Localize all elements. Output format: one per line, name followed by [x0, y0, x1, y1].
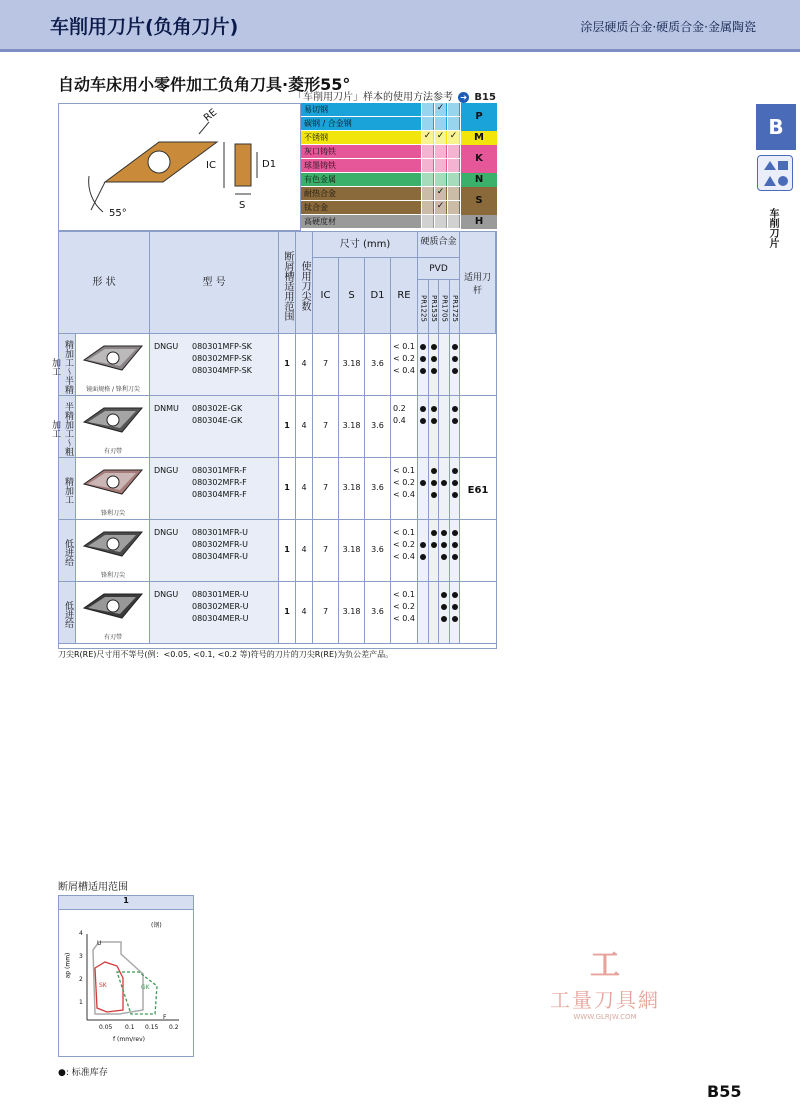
col-header-shape: 形 状 — [59, 232, 150, 334]
footnote: 刀尖R(RE)尺寸用不等号(例：<0.05, <0.1, <0.2 等)符号的刀片的刀尖R(RE)为负公差产品。 — [58, 650, 394, 659]
col-header-grade: PR1705 — [439, 280, 450, 334]
d1-value: 3.6 — [365, 396, 391, 457]
grade-column — [418, 582, 429, 643]
material-mark — [447, 159, 459, 172]
chip-chart — [58, 895, 194, 1057]
material-mark — [434, 159, 446, 172]
material-code: N — [461, 173, 497, 187]
material-name: 耐热合金 — [304, 189, 336, 198]
material-mark — [447, 103, 459, 116]
chipbreaker-value: 1 — [279, 396, 296, 457]
row-category: 精加工 — [59, 458, 76, 519]
d1-label: D1 — [262, 159, 277, 170]
model-cell — [150, 396, 279, 457]
col-header-ic: IC — [313, 258, 339, 334]
s-label: S — [239, 200, 246, 211]
material-row — [301, 131, 460, 145]
material-row — [301, 159, 460, 173]
re-values — [391, 396, 418, 457]
chip-chart-col: 1 — [59, 896, 193, 910]
model-number[interactable]: 080304MER-U — [192, 614, 249, 623]
grade-column — [418, 458, 429, 519]
stock-dot — [431, 480, 437, 486]
grade-column — [429, 520, 440, 581]
material-name: 不锈钢 — [304, 133, 328, 142]
re-value: < 0.2 — [393, 354, 415, 363]
material-mark: ✓ — [434, 103, 446, 116]
stock-dot — [431, 468, 437, 474]
material-mark: ✓ — [447, 131, 459, 144]
material-mark — [434, 145, 446, 158]
grade-column — [429, 458, 440, 519]
model-number[interactable]: 080304MFP-SK — [192, 366, 252, 375]
grade-column — [450, 520, 461, 581]
col-header-pvd: PVD — [418, 258, 460, 280]
material-name: 灰口铸铁 — [304, 147, 336, 156]
col-header-grade: PR1535 — [429, 280, 440, 334]
stock-dot — [420, 542, 426, 548]
legend: ●: 标准库存 — [58, 1068, 108, 1078]
material-row — [301, 215, 460, 229]
model-prefix: DNGU — [154, 466, 179, 475]
material-mark — [447, 187, 459, 200]
angle-label: 55° — [109, 208, 127, 219]
stock-dot — [452, 530, 458, 536]
material-mark — [421, 173, 433, 186]
stock-dot — [431, 542, 437, 548]
chipbreaker-value: 1 — [279, 520, 296, 581]
holder-value: E61 — [467, 485, 489, 496]
material-name: 球墨铸铁 — [304, 161, 336, 170]
material-mark — [447, 145, 459, 158]
grade-column — [439, 520, 450, 581]
stock-dot — [441, 616, 447, 622]
chipbreaker-value: 1 — [279, 458, 296, 519]
material-name: 高硬度材 — [304, 217, 336, 226]
grade-column — [429, 334, 440, 395]
stock-dot — [420, 418, 426, 424]
material-row — [301, 173, 460, 187]
s-value: 3.18 — [339, 520, 365, 581]
model-prefix: DNGU — [154, 590, 179, 599]
arrow-right-icon: ➔ — [458, 92, 469, 103]
grade-column — [439, 458, 450, 519]
re-value: < 0.2 — [393, 540, 415, 549]
chipbreaker-value: 1 — [279, 334, 296, 395]
stock-dot — [441, 542, 447, 548]
chip-ytick-1: 1 — [79, 999, 83, 1006]
stock-dot — [420, 554, 426, 560]
model-prefix: DNGU — [154, 342, 179, 351]
material-row — [301, 201, 460, 215]
corners-value: 4 — [296, 458, 313, 519]
stock-dot — [452, 542, 458, 548]
material-mark — [434, 215, 446, 228]
chip-ytick-2: 2 — [79, 976, 83, 983]
stock-dot — [420, 406, 426, 412]
material-mark — [434, 117, 446, 130]
material-code: P — [461, 103, 497, 131]
stock-dot — [452, 368, 458, 374]
ic-label: IC — [206, 160, 216, 171]
stock-dot — [441, 554, 447, 560]
model-cell — [150, 458, 279, 519]
model-number[interactable]: 080302MFR-U — [192, 540, 249, 549]
material-row — [301, 117, 460, 131]
model-number[interactable]: 080302E-GK — [192, 404, 243, 413]
stock-dot — [452, 344, 458, 350]
col-header-grade-group: 硬质合金 — [418, 232, 460, 258]
model-prefix: DNGU — [154, 528, 179, 537]
stock-dot — [452, 604, 458, 610]
stock-dot — [431, 418, 437, 424]
page-number: B55 — [707, 1082, 742, 1101]
watermark-brand: 工量刀具網 — [550, 988, 660, 1012]
material-mark — [434, 173, 446, 186]
insert-caption: 有刃带 — [103, 448, 122, 455]
shape-diagram — [58, 103, 301, 231]
watermark-url: WWW.GLRJW.COM — [573, 1013, 637, 1021]
stock-dot — [452, 554, 458, 560]
material-code: S — [461, 187, 497, 215]
corners-value: 4 — [296, 334, 313, 395]
material-mark — [421, 103, 433, 116]
stock-dot — [431, 368, 437, 374]
stock-dot — [452, 418, 458, 424]
table-row[interactable] — [50, 396, 496, 458]
insert-icon[interactable] — [757, 155, 793, 191]
chip-chart-title: 断屑槽适用范围 — [58, 882, 128, 893]
ic-value: 7 — [313, 396, 339, 457]
model-cell — [150, 520, 279, 581]
re-value: 0.4 — [393, 416, 406, 425]
ic-value: 7 — [313, 458, 339, 519]
stock-dot — [441, 480, 447, 486]
grade-column — [450, 582, 461, 643]
re-value: < 0.2 — [393, 478, 415, 487]
material-row — [301, 145, 460, 159]
re-value: < 0.2 — [393, 602, 415, 611]
grade-column — [418, 334, 429, 395]
model-number[interactable]: 080302MFP-SK — [192, 354, 252, 363]
grade-column — [418, 520, 429, 581]
s-value: 3.18 — [339, 396, 365, 457]
grade-column — [429, 582, 440, 643]
stock-dot — [452, 356, 458, 362]
side-tab[interactable]: B — [756, 104, 796, 150]
col-header-grade: PR1225 — [418, 280, 429, 334]
d1-value: 3.6 — [365, 520, 391, 581]
watermark — [540, 940, 670, 1030]
stock-dot — [441, 604, 447, 610]
row-category: 低进给 — [59, 520, 76, 581]
stock-dot — [441, 530, 447, 536]
side-label: 车削刀片 — [767, 208, 778, 248]
product-table — [50, 231, 497, 649]
table-row[interactable] — [59, 520, 496, 582]
chipbreaker-value: 1 — [279, 582, 296, 643]
chip-ylabel: ap (mm) — [64, 952, 72, 979]
corners-value: 4 — [296, 396, 313, 457]
corners-value: 4 — [296, 520, 313, 581]
chip-xtick-4: 0.2 — [169, 1024, 179, 1031]
model-number[interactable]: 080301MFR-U — [192, 528, 249, 537]
col-header-s: S — [339, 258, 365, 334]
insert-caption: 锋利刀尖 — [100, 510, 125, 517]
stock-dot — [452, 480, 458, 486]
stock-dot — [420, 356, 426, 362]
re-values — [391, 582, 418, 643]
stock-dot — [441, 592, 447, 598]
col-header-chipbreaker: 断屑槽适用范围 — [279, 232, 296, 334]
model-number[interactable]: 080302MER-U — [192, 602, 249, 611]
insert-image — [76, 582, 150, 643]
page-header — [0, 0, 800, 52]
model-number[interactable]: 080301MFP-SK — [192, 342, 252, 351]
material-mark — [421, 159, 433, 172]
material-name: 碳钢 / 合金钢 — [304, 119, 352, 128]
d1-value: 3.6 — [365, 582, 391, 643]
re-values — [391, 458, 418, 519]
material-mark — [421, 117, 433, 130]
material-name: 易切钢 — [304, 105, 328, 114]
reference-text: 「车削用刀片」样本的使用方法参考 — [293, 92, 453, 103]
table-row[interactable] — [59, 582, 496, 644]
chip-ytick-3: 3 — [79, 953, 83, 960]
material-mark: ✓ — [421, 131, 433, 144]
stock-dot — [431, 492, 437, 498]
stock-dot — [431, 344, 437, 350]
material-table — [301, 103, 497, 231]
material-mark — [447, 117, 459, 130]
chip-label-u: U — [97, 940, 102, 947]
re-value: < 0.4 — [393, 614, 415, 623]
model-number[interactable]: 080301MFR-F — [192, 466, 247, 475]
re-value: < 0.1 — [393, 528, 415, 537]
re-label: RE — [202, 107, 220, 124]
col-header-model: 型 号 — [150, 232, 279, 334]
model-cell — [150, 582, 279, 643]
reference-page[interactable]: B15 — [474, 92, 496, 103]
table-row[interactable] — [50, 334, 496, 396]
ic-value: 7 — [313, 582, 339, 643]
insert-caption: 锋利刀尖 — [100, 572, 125, 579]
material-mark: ✓ — [434, 201, 446, 214]
stock-dot — [431, 530, 437, 536]
material-mark — [447, 201, 459, 214]
page-title: 车削用刀片(负角刀片) — [50, 16, 239, 38]
grade-column — [439, 582, 450, 643]
model-number[interactable]: 080301MER-U — [192, 590, 249, 599]
model-cell — [150, 334, 279, 395]
material-mark — [447, 173, 459, 186]
row-category: 低进给 — [59, 582, 76, 643]
col-header-d1: D1 — [365, 258, 391, 334]
table-row[interactable] — [59, 458, 496, 520]
stock-dot — [452, 492, 458, 498]
material-name: 有色金属 — [304, 175, 336, 184]
s-value: 3.18 — [339, 458, 365, 519]
material-mark: ✓ — [434, 187, 446, 200]
grade-column — [439, 396, 450, 457]
col-header-corners: 使用刀尖数 — [296, 232, 313, 334]
col-header-grade: PR1725 — [450, 280, 461, 334]
re-value: < 0.1 — [393, 342, 415, 351]
material-row — [301, 187, 460, 201]
model-number[interactable]: 080304E-GK — [192, 416, 243, 425]
d1-value: 3.6 — [365, 334, 391, 395]
reference-note[interactable] — [293, 88, 496, 103]
material-mark — [421, 215, 433, 228]
material-mark — [421, 201, 433, 214]
ic-value: 7 — [313, 334, 339, 395]
row-category: 半精加工～粗加工 — [59, 396, 76, 457]
stock-dot — [420, 344, 426, 350]
stock-dot — [431, 406, 437, 412]
chip-label-gk: GK — [141, 984, 150, 991]
stock-dot — [431, 356, 437, 362]
insert-image — [76, 396, 150, 457]
chip-unit: (钢) — [151, 922, 162, 929]
re-value: 0.2 — [393, 404, 406, 413]
ic-value: 7 — [313, 520, 339, 581]
insert-image — [76, 334, 150, 395]
re-value: < 0.1 — [393, 590, 415, 599]
re-value: < 0.4 — [393, 552, 415, 561]
re-value: < 0.4 — [393, 366, 415, 375]
stock-dot — [452, 406, 458, 412]
chip-xtick-3: 0.15 — [145, 1024, 159, 1031]
material-name: 钛合金 — [304, 203, 328, 212]
chip-xtick-2: 0.1 — [125, 1024, 135, 1031]
insert-image — [76, 458, 150, 519]
watermark-logo: 工 — [590, 948, 620, 983]
material-mark — [447, 215, 459, 228]
model-number[interactable]: 080304MFR-U — [192, 552, 249, 561]
stock-dot — [452, 592, 458, 598]
section-title: 自动车床用小零件加工负角刀具·菱形55° — [58, 75, 351, 94]
chip-xtick-1: 0.05 — [99, 1024, 113, 1031]
material-mark — [421, 145, 433, 158]
s-value: 3.18 — [339, 582, 365, 643]
stock-dot — [420, 480, 426, 486]
s-value: 3.18 — [339, 334, 365, 395]
insert-caption: 镜面规格 / 锋利刀尖 — [86, 386, 140, 393]
material-mark — [421, 187, 433, 200]
stock-dot — [420, 368, 426, 374]
material-row — [301, 103, 460, 117]
re-values — [391, 520, 418, 581]
grade-column — [418, 396, 429, 457]
col-header-dims: 尺寸 (mm) — [313, 232, 418, 258]
chip-label-sk: SK — [99, 982, 107, 989]
model-number[interactable]: 080302MFR-F — [192, 478, 247, 487]
row-category: 精加工～半精加工 — [59, 334, 76, 395]
model-prefix: DNMU — [154, 404, 179, 413]
re-values — [391, 334, 418, 395]
chip-xlabel: f (mm/rev) — [113, 1036, 145, 1043]
chip-label-f: F — [163, 1014, 167, 1021]
d1-value: 3.6 — [365, 458, 391, 519]
col-header-holder: 适用刀杆 — [460, 232, 496, 334]
col-header-re: RE — [391, 258, 418, 334]
stock-dot — [452, 616, 458, 622]
grade-column — [450, 458, 461, 519]
grade-column — [450, 334, 461, 395]
chip-ytick-4: 4 — [79, 930, 83, 937]
grade-column — [450, 396, 461, 457]
insert-image — [76, 520, 150, 581]
material-mark: ✓ — [434, 131, 446, 144]
insert-caption: 有刃带 — [103, 634, 122, 641]
stock-dot — [452, 468, 458, 474]
re-value: < 0.4 — [393, 490, 415, 499]
material-code: K — [461, 145, 497, 173]
grade-column — [439, 334, 450, 395]
grade-column — [429, 396, 440, 457]
page-subtitle: 涂层硬质合金·硬质合金·金属陶瓷 — [580, 20, 756, 34]
material-code: H — [461, 215, 497, 229]
corners-value: 4 — [296, 582, 313, 643]
material-code: M — [461, 131, 497, 145]
model-number[interactable]: 080304MFR-F — [192, 490, 247, 499]
re-value: < 0.1 — [393, 466, 415, 475]
